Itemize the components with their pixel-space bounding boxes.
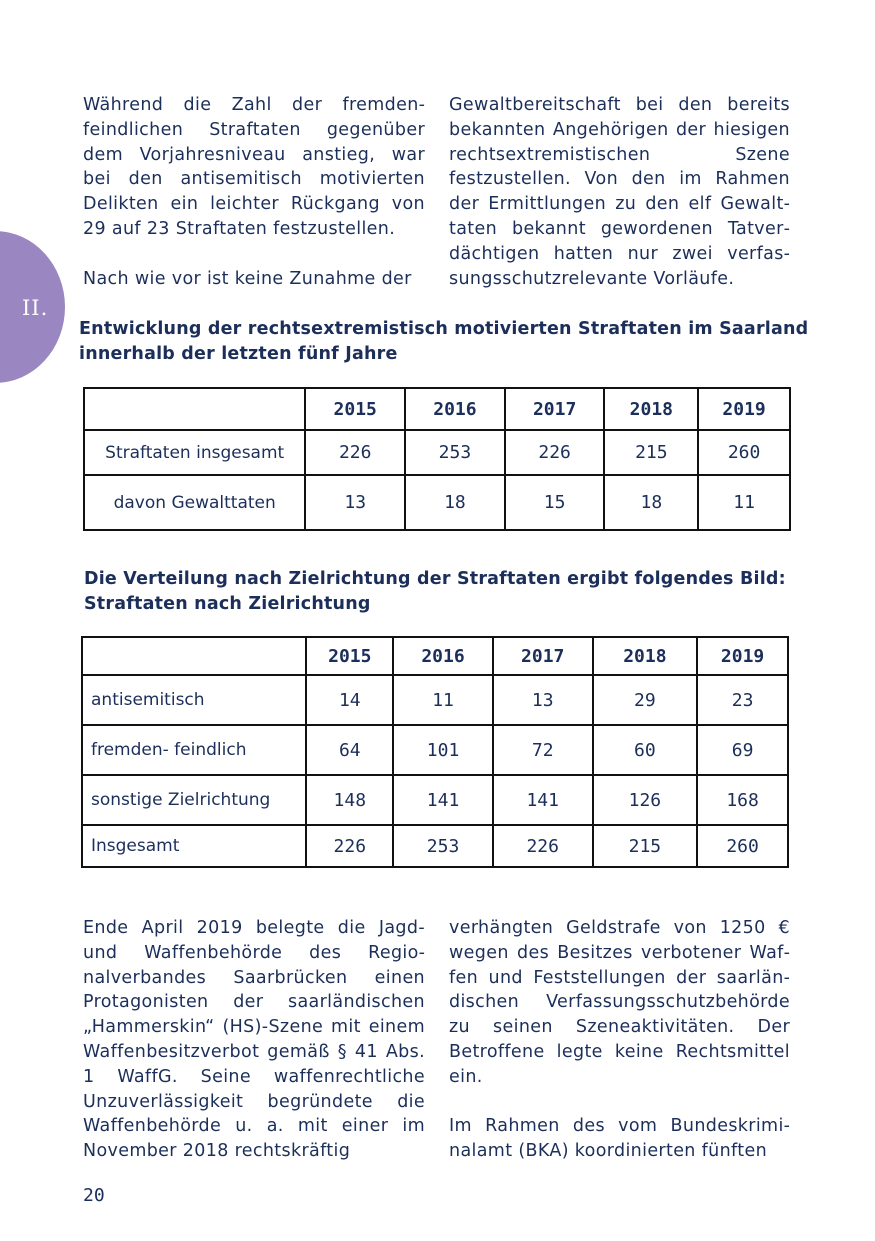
year-header: 2016 bbox=[405, 388, 505, 430]
value-cell: 253 bbox=[405, 430, 505, 475]
value-cell: 18 bbox=[405, 475, 505, 530]
value-cell: 64 bbox=[306, 725, 393, 775]
top-right-column bbox=[449, 93, 790, 291]
value-cell: 141 bbox=[393, 775, 493, 825]
value-cell: 15 bbox=[505, 475, 605, 530]
table-row bbox=[84, 430, 790, 475]
row-label: davon Gewalttaten bbox=[84, 475, 305, 530]
heading-line: Entwicklung der rechtsextremistisch motivierten Straftaten im Saarland bbox=[79, 319, 809, 339]
value-cell: 14 bbox=[306, 675, 393, 725]
year-header: 2019 bbox=[697, 637, 788, 675]
table-row bbox=[84, 475, 790, 530]
row-label: Straftaten insgesamt bbox=[84, 430, 305, 475]
crime-target-table bbox=[81, 636, 789, 868]
paragraph: Im Rahmen des vom Bundeskriminalamt (BKA) koordinierten fünften bbox=[449, 1116, 790, 1162]
value-cell: 18 bbox=[604, 475, 698, 530]
value-cell: 69 bbox=[697, 725, 788, 775]
value-cell: 13 bbox=[493, 675, 593, 725]
year-header: 2017 bbox=[493, 637, 593, 675]
year-header: 2019 bbox=[698, 388, 790, 430]
table-header-row bbox=[84, 388, 790, 430]
year-header: 2015 bbox=[305, 388, 405, 430]
year-header: 2017 bbox=[505, 388, 605, 430]
value-cell: 101 bbox=[393, 725, 493, 775]
heading-line: Die Verteilung nach Zielrichtung der Straftaten ergibt folgendes Bild: bbox=[84, 569, 786, 589]
paragraph: Während die Zahl der fremdenfeindlichen Straftaten gegenüber dem Vorjahresniveau anstieg, war bei den antisemitisch motivierten Delikten ein leichter Rückgang von 29 auf 23 Straftaten festzustellen. bbox=[83, 95, 425, 239]
row-label: antisemitisch bbox=[82, 675, 306, 725]
value-cell: 168 bbox=[697, 775, 788, 825]
value-cell: 141 bbox=[493, 775, 593, 825]
year-header: 2018 bbox=[604, 388, 698, 430]
value-cell: 215 bbox=[593, 825, 698, 867]
value-cell: 226 bbox=[505, 430, 605, 475]
value-cell: 260 bbox=[697, 825, 788, 867]
corner-cell bbox=[82, 637, 306, 675]
value-cell: 11 bbox=[393, 675, 493, 725]
top-left-column bbox=[83, 93, 425, 291]
table1-heading bbox=[79, 317, 809, 367]
value-cell: 60 bbox=[593, 725, 698, 775]
value-cell: 29 bbox=[593, 675, 698, 725]
row-label: Insgesamt bbox=[82, 825, 306, 867]
chapter-label: II. bbox=[22, 296, 49, 320]
value-cell: 260 bbox=[698, 430, 790, 475]
value-cell: 11 bbox=[698, 475, 790, 530]
bottom-left-column bbox=[83, 916, 425, 1164]
row-label: fremden- feindlich bbox=[82, 725, 306, 775]
value-cell: 253 bbox=[393, 825, 493, 867]
table2-heading bbox=[84, 567, 804, 617]
table-row bbox=[82, 675, 788, 725]
corner-cell bbox=[84, 388, 305, 430]
year-header: 2015 bbox=[306, 637, 393, 675]
value-cell: 226 bbox=[306, 825, 393, 867]
heading-line: innerhalb der letzten fünf Jahre bbox=[79, 344, 398, 364]
paragraph: Ende April 2019 belegte die Jagd- und Waffenbehörde des Regionalverbandes Saarbrücken einen Protagonisten der saarländischen „Hammerskin“ (HS)-Szene mit einem Waffenbesitzverbot gemäß § 41 Abs. 1 WaffG. Seine waffenrechtliche Unzuverlässigkeit begründete die Waffenbehörde u. a. mit einer im November 2018 rechtskräftig bbox=[83, 918, 425, 1162]
table-row bbox=[82, 825, 788, 867]
page-number: 20 bbox=[83, 1185, 105, 1206]
value-cell: 126 bbox=[593, 775, 698, 825]
paragraph: verhängten Geldstrafe von 1250 € wegen des Besitzes verbotener Waffen und Feststellungen der saarländischen Verfassungsschutzbehörde zu seinen Szeneaktivitäten. Der Betroffene legte keine Rechtsmittel ein. bbox=[449, 918, 790, 1087]
crime-development-table bbox=[83, 387, 791, 531]
value-cell: 226 bbox=[493, 825, 593, 867]
value-cell: 13 bbox=[305, 475, 405, 530]
value-cell: 226 bbox=[305, 430, 405, 475]
value-cell: 148 bbox=[306, 775, 393, 825]
paragraph: Nach wie vor ist keine Zunahme der bbox=[83, 268, 412, 289]
table-row bbox=[82, 725, 788, 775]
bottom-right-column bbox=[449, 916, 790, 1164]
table-header-row bbox=[82, 637, 788, 675]
year-header: 2018 bbox=[593, 637, 698, 675]
value-cell: 23 bbox=[697, 675, 788, 725]
table-row bbox=[82, 775, 788, 825]
value-cell: 215 bbox=[604, 430, 698, 475]
value-cell: 72 bbox=[493, 725, 593, 775]
paragraph: Gewaltbereitschaft bei den bereits bekannten Angehörigen der hiesigen rechtsextremistischen Szene festzustellen. Von den im Rahmen der Ermittlungen zu den elf Gewalttaten bekannt gewordenen Tatverdächtigen hatten nur zwei verfassungsschutzrelevante Vorläufe. bbox=[449, 95, 790, 289]
year-header: 2016 bbox=[393, 637, 493, 675]
row-label: sonstige Zielrichtung bbox=[82, 775, 306, 825]
heading-line: Straftaten nach Zielrichtung bbox=[84, 594, 371, 614]
